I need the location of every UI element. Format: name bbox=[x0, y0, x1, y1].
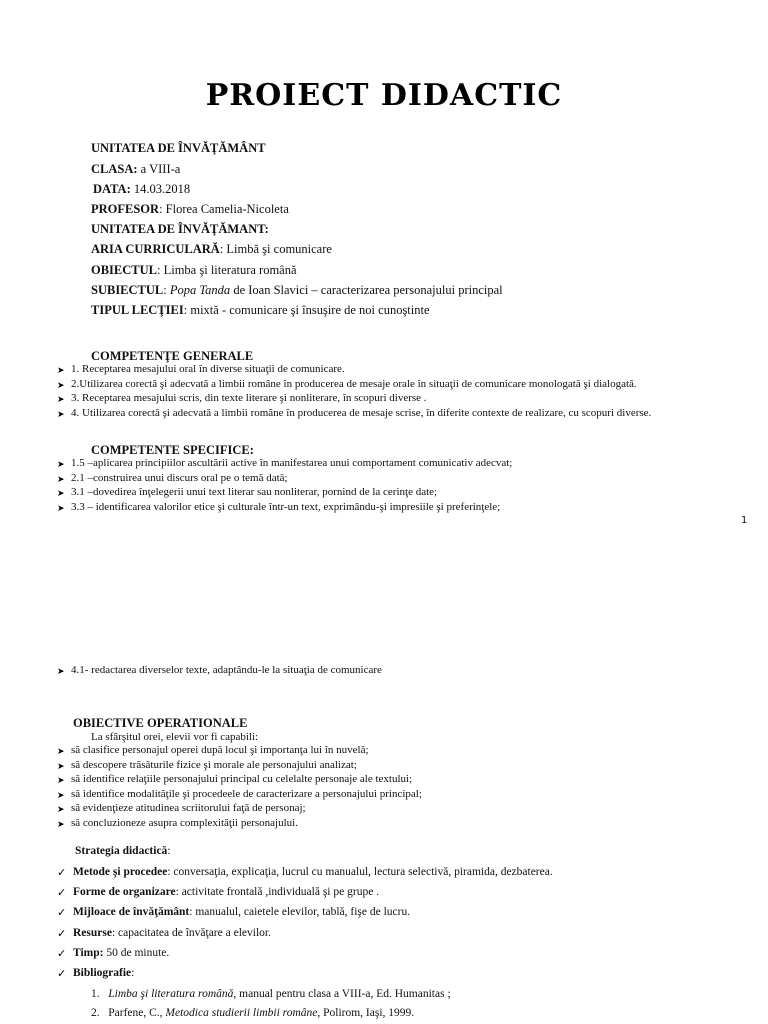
checkmark-icon: ✓ bbox=[57, 948, 67, 960]
strategie-row-timp: Timp: 50 de minute. bbox=[73, 947, 170, 959]
checkmark-icon: ✓ bbox=[57, 867, 67, 879]
arrow-bullet-icon: ➤ bbox=[57, 459, 65, 469]
arrow-bullet-icon: ➤ bbox=[57, 473, 65, 484]
list-item: ➤ să clasifice personajul operei după locul şi importanţa lui în nuvelă; bbox=[57, 744, 422, 759]
arrow-bullet-icon: ➤ bbox=[57, 760, 65, 771]
obiective-intro: La sfârşitul orei, elevii vor fi capabili: bbox=[91, 731, 259, 743]
competente-specifice-list bbox=[57, 457, 512, 515]
list-item: ➤ să identifice relaţiile personajului principal cu celelalte personaje ale textului; bbox=[57, 773, 422, 788]
subiectul-colon: : bbox=[163, 283, 170, 297]
unitate2-label: UNITATEA DE ÎNVĂŢĂMANT: bbox=[91, 222, 269, 236]
strategie-row-resurse: Resurse: capacitatea de învăţare a elevilor. bbox=[73, 927, 271, 939]
bibliografie-item: 1. Limba şi literatura română, manual pentru clasa a VIII-a, Ed. Humanitas ; bbox=[91, 988, 451, 1000]
bibliografie-item: 2. Parfene, C., Metodica studierii limbii române, Polirom, Iaşi, 1999. bbox=[91, 1007, 415, 1019]
profesor-value: : Florea Camelia-Nicoleta bbox=[159, 202, 289, 216]
document-title: PROIECT DIDACTIC bbox=[205, 78, 563, 113]
list-item: ➤ să identifice modalităţile şi procedeele de caracterizare a personajului principal; bbox=[57, 788, 422, 803]
list-item: ➤ 3.3 – identificarea valorilor etice şi culturale într-un text, exprimându-şi impresiile şi preferinţele; bbox=[57, 501, 512, 516]
arrow-bullet-icon: ➤ bbox=[57, 379, 65, 390]
tipul-label: TIPUL LECŢIEI bbox=[91, 303, 184, 317]
list-item: ➤ 3. Receptarea mesajului scris, din texte literare şi nonliterare, în scopuri diverse . bbox=[57, 392, 651, 407]
profesor-label: PROFESOR bbox=[91, 202, 160, 216]
strategie-row-forme: Forme de organizare: activitate frontală ,individuală şi pe grupe . bbox=[73, 886, 380, 898]
list-item: ➤ 1. Receptarea mesajului oral în diverse situaţii de comunicare. bbox=[57, 363, 651, 378]
list-item: ➤ să descopere trăsăturile fizice şi morale ale personajului analizat; bbox=[57, 759, 422, 774]
unitate2-line bbox=[91, 222, 269, 236]
arrow-bullet-icon: ➤ bbox=[57, 408, 65, 419]
subiectul-value: de Ioan Slavici – caracterizarea personajului principal bbox=[230, 283, 503, 297]
checkmark-icon: ✓ bbox=[57, 907, 67, 919]
obiectul-value: : Limba şi literatura română bbox=[157, 263, 297, 277]
unitate-line bbox=[91, 141, 266, 155]
list-item: ➤ 1.5 –aplicarea principiilor ascultării active în manifestarea unui comportament comunicativ adecvat; bbox=[57, 457, 512, 472]
arrow-bullet-icon: ➤ bbox=[57, 789, 65, 800]
list-item: ➤ să evidenţieze atitudinea scriitorului faţă de personaj; bbox=[57, 802, 422, 817]
obiective-heading: OBIECTIVE OPERATIONALE bbox=[73, 716, 248, 730]
strategie-row-metode: Metode şi procedee: conversaţia, explicaţia, lucrul cu manualul, lectura selectivă, piramida, dezbaterea. bbox=[73, 866, 553, 878]
clasa-value: a VIII-a bbox=[137, 162, 181, 176]
list-item: ➤ 4.1- redactarea diverselor texte, adaptându-le la situaţia de comunicare bbox=[57, 664, 382, 679]
data-line bbox=[93, 182, 190, 196]
competente-generale-list bbox=[57, 363, 651, 421]
subiectul-work-title: Popa Tanda bbox=[169, 283, 231, 297]
competente-specifice-heading: COMPETENTE SPECIFICE: bbox=[91, 443, 254, 457]
obiective-list bbox=[57, 744, 422, 831]
strategie-heading-line: Strategia didactică: bbox=[75, 845, 171, 857]
arrow-bullet-icon: ➤ bbox=[57, 804, 65, 814]
clasa-line bbox=[91, 162, 180, 176]
list-item: ➤ 4. Utilizarea corectă şi adecvată a limbii române în producerea de mesaje scrise, în diferite contexte de realizare, cu scopuri diverse. bbox=[57, 407, 651, 422]
data-value: 14.03.2018 bbox=[130, 182, 191, 196]
checkmark-icon: ✓ bbox=[57, 887, 67, 899]
aria-line bbox=[91, 242, 332, 256]
arrow-bullet-icon: ➤ bbox=[57, 818, 65, 829]
arrow-bullet-icon: ➤ bbox=[57, 488, 65, 498]
arrow-bullet-icon: ➤ bbox=[57, 365, 65, 375]
obiectul-label: OBIECTUL bbox=[91, 263, 157, 277]
obiectul-line bbox=[91, 263, 297, 277]
tipul-value: : mixtă - comunicare şi însuşire de noi cunoştinte bbox=[183, 303, 430, 317]
profesor-line bbox=[91, 202, 289, 216]
tipul-line bbox=[91, 303, 430, 317]
aria-value: : Limbă şi comunicare bbox=[219, 242, 332, 256]
arrow-bullet-icon: ➤ bbox=[57, 746, 65, 756]
page-number: 1 bbox=[741, 515, 748, 526]
competente-generale-heading: COMPETENŢE GENERALE bbox=[91, 349, 254, 363]
arrow-bullet-icon: ➤ bbox=[57, 394, 65, 404]
list-item: ➤ 2.1 –construirea unui discurs oral pe o temă dată; bbox=[57, 472, 512, 487]
unitate-label: UNITATEA DE ÎNVĂŢĂMÂNT bbox=[91, 141, 266, 155]
checkmark-icon: ✓ bbox=[57, 928, 67, 940]
arrow-bullet-icon: ➤ bbox=[57, 502, 65, 513]
list-item: ➤ să concluzioneze asupra complexităţii personajului. bbox=[57, 817, 422, 832]
strategie-row-bibliografie: Bibliografie: bbox=[73, 967, 135, 979]
list-item: ➤ 3.1 –dovedirea înţelegerii unui text literar sau nonliterar, pornind de la cerinţe date; bbox=[57, 486, 512, 501]
subiectul-line bbox=[91, 283, 503, 297]
arrow-bullet-icon: ➤ bbox=[57, 775, 65, 785]
data-label: DATA: bbox=[93, 182, 131, 196]
arrow-bullet-icon: ➤ bbox=[57, 666, 65, 676]
checkmark-icon: ✓ bbox=[57, 968, 67, 980]
clasa-label: CLASA: bbox=[91, 162, 138, 176]
strategie-heading: Strategia didactică bbox=[75, 845, 168, 857]
list-item: ➤ 2.Utilizarea corectă şi adecvată a limbii române în producerea de mesaje orale în situaţii de comunicare monologată şi dialogată. bbox=[57, 378, 651, 393]
subiectul-label: SUBIECTUL bbox=[91, 283, 164, 297]
strategie-row-mijloace: Mijloace de învăţământ: manualul, caietele elevilor, tablă, fişe de lucru. bbox=[73, 906, 411, 918]
aria-label: ARIA CURRICULARĂ bbox=[91, 242, 220, 256]
